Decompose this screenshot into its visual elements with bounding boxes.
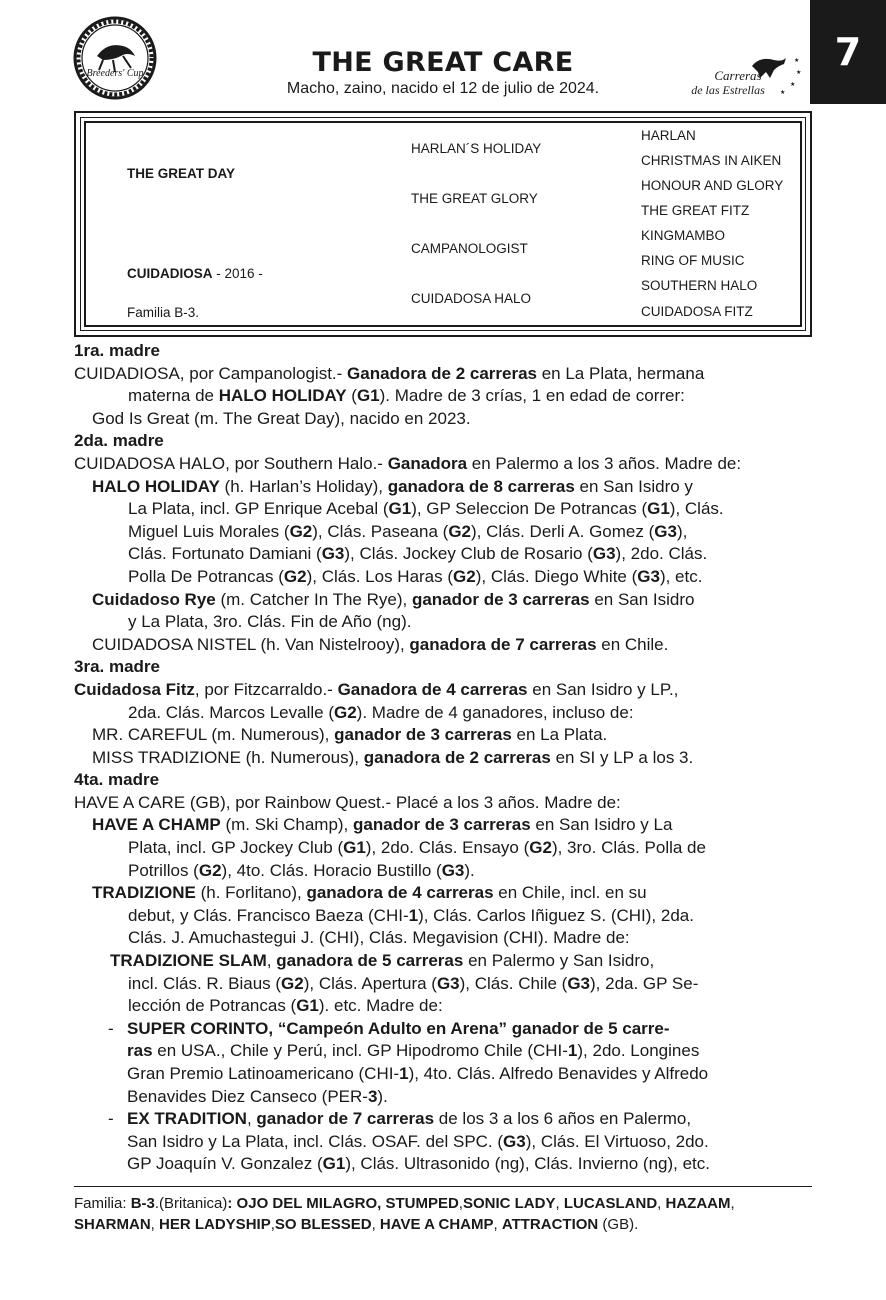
pedigree-gen3: KINGMAMBO bbox=[641, 228, 726, 243]
paragraph-line: San Isidro y La Plata, incl. Clás. OSAF. del SPC. (G3), Clás. El Virtuoso, 2do. bbox=[127, 1131, 709, 1151]
svg-text:★: ★ bbox=[794, 58, 800, 64]
paragraph-line: SUPER CORINTO, “Campeón Adulto en Arena” ganador de 5 carre- bbox=[127, 1018, 670, 1038]
paragraph-line: MISS TRADIZIONE (h. Numerous), ganadora de 2 carreras en SI y LP a los 3. bbox=[92, 747, 694, 767]
paragraph-line: ras en USA., Chile y Perú, incl. GP Hipodromo Chile (CHI-1), 2do. Longines bbox=[127, 1041, 700, 1061]
pedigree-dam: CUIDADIOSA - 2016 - bbox=[127, 266, 263, 281]
svg-text:★: ★ bbox=[780, 90, 786, 96]
list-dash: - bbox=[108, 1018, 114, 1038]
logo-text: Breeders' Cup bbox=[86, 68, 144, 79]
paragraph-line: HAVE A CHAMP (m. Ski Champ), ganador de 3 carreras en San Isidro y La bbox=[92, 815, 673, 835]
paragraph-line: materna de HALO HOLIDAY (G1). Madre de 3 crías, 1 en edad de correr: bbox=[128, 386, 685, 406]
paragraph-line: Gran Premio Latinoamericano (CHI-1), 4to. Clás. Alfredo Benavides y Alfredo bbox=[127, 1064, 709, 1083]
section-heading-4ta-madre: 4ta. madre bbox=[74, 770, 160, 790]
pedigree-gen3: SOUTHERN HALO bbox=[641, 278, 758, 293]
pedigree-gen3: THE GREAT FITZ bbox=[641, 203, 750, 218]
paragraph-line: Plata, incl. GP Jockey Club (G1), 2do. Clás. Ensayo (G2), 3ro. Clás. Polla de bbox=[128, 838, 706, 858]
paragraph-line: lección de Potrancas (G1). etc. Madre de: bbox=[128, 996, 443, 1016]
paragraph-line: Polla De Potrancas (G2), Clás. Los Haras (G2), Clás. Diego White (G3), etc. bbox=[128, 566, 703, 586]
paragraph-line: GP Joaquín V. Gonzalez (G1), Clás. Ultrasonido (ng), Clás. Invierno (ng), etc. bbox=[127, 1154, 710, 1174]
list-dash: - bbox=[108, 1109, 114, 1129]
paragraph-line: MR. CAREFUL (m. Numerous), ganador de 3 carreras en La Plata. bbox=[92, 725, 608, 745]
logo-line1: Carreras bbox=[714, 68, 762, 83]
paragraph-line: EX TRADITION, ganador de 7 carreras de los 3 a los 6 años en Palermo, bbox=[127, 1109, 692, 1129]
paragraph-line: La Plata, incl. GP Enrique Acebal (G1), GP Seleccion De Potrancas (G1), Clás. bbox=[128, 499, 724, 519]
section-heading-3ra-madre: 3ra. madre bbox=[74, 657, 160, 677]
pedigree-gen2: HARLAN´S HOLIDAY bbox=[411, 141, 542, 156]
paragraph-line: CUIDADIOSA, por Campanologist.- Ganadora de 2 carreras en La Plata, hermana bbox=[74, 363, 705, 383]
paragraph-line: Potrillos (G2), 4to. Clás. Horacio Bustillo (G3). bbox=[128, 860, 475, 880]
family-footer: Familia: B-3.(Britanica): OJO DEL MILAGRO, STUMPED,SONIC LADY, LUCASLAND, HAZAAM, SHARMAN, HER LADYSHIP,SO BLESSED, HAVE A CHAMP, ATTRACTION (GB). bbox=[74, 1195, 735, 1233]
pedigree-gen2: THE GREAT GLORY bbox=[411, 191, 538, 206]
logo-line2: de las Estrellas bbox=[691, 83, 765, 97]
paragraph-line: Clás. J. Amuchastegui J. (CHI), Clás. Megavision (CHI). Madre de: bbox=[128, 928, 630, 948]
pedigree-family: Familia B-3. bbox=[127, 305, 200, 320]
page-title: THE GREAT CARE bbox=[312, 47, 574, 78]
paragraph-line: y La Plata, 3ro. Clás. Fin de Año (ng). bbox=[128, 612, 412, 632]
paragraph-line: CUIDADOSA HALO, por Southern Halo.- Ganadora en Palermo a los 3 años. Madre de: bbox=[74, 453, 742, 473]
page-subtitle: Macho, zaino, nacido el 12 de julio de 2024. bbox=[286, 80, 600, 97]
section-heading-1ra-madre: 1ra. madre bbox=[74, 341, 160, 360]
pedigree-gen3: RING OF MUSIC bbox=[641, 253, 745, 268]
page-number: 7 bbox=[834, 30, 862, 74]
paragraph-line: Miguel Luis Morales (G2), Clás. Paseana (G2), Clás. Derli A. Gomez (G3), bbox=[128, 521, 688, 541]
paragraph-line: God Is Great (m. The Great Day), nacido en 2023. bbox=[92, 408, 471, 428]
svg-text:★: ★ bbox=[790, 82, 796, 88]
list-item bbox=[74, 1108, 814, 1176]
paragraph-line: 2da. Clás. Marcos Levalle (G2). Madre de 4 ganadores, incluso de: bbox=[128, 702, 634, 722]
paragraph-line: Clás. Fortunato Damiani (G3), Clás. Jockey Club de Rosario (G3), 2do. Clás. bbox=[128, 544, 708, 564]
paragraph-line: HALO HOLIDAY (h. Harlan’s Holiday), ganadora de 8 carreras en San Isidro y bbox=[92, 476, 693, 496]
family-notes bbox=[74, 340, 814, 1176]
paragraph-line: HAVE A CARE (GB), por Rainbow Quest.- Placé a los 3 años. Madre de: bbox=[74, 792, 621, 812]
pedigree-gen3: HONOUR AND GLORY bbox=[641, 178, 784, 193]
pedigree-gen2: CUIDADOSA HALO bbox=[411, 291, 532, 306]
pedigree-gen3: HARLAN bbox=[641, 128, 696, 143]
carreras-de-las-estrellas-logo bbox=[690, 52, 802, 100]
section-heading-2da-madre: 2da. madre bbox=[74, 431, 164, 451]
pedigree-gen3: CHRISTMAS IN AIKEN bbox=[641, 153, 782, 168]
paragraph-line: incl. Clás. R. Biaus (G2), Clás. Apertura (G3), Clás. Chile (G3), 2da. GP Se- bbox=[128, 973, 699, 993]
paragraph-line: TRADIZIONE SLAM, ganadora de 5 carreras en Palermo y San Isidro, bbox=[110, 951, 655, 971]
footer-divider bbox=[74, 1186, 812, 1187]
paragraph-line: Cuidadosa Fitz, por Fitzcarraldo.- Ganadora de 4 carreras en San Isidro y LP., bbox=[74, 679, 679, 699]
paragraph-line: Benavides Diez Canseco (PER-3). bbox=[127, 1086, 388, 1106]
pedigree-sire: THE GREAT DAY bbox=[127, 166, 236, 181]
paragraph-line: TRADIZIONE (h. Forlitano), ganadora de 4 carreras en Chile, incl. en su bbox=[92, 883, 647, 903]
pedigree-gen2: CAMPANOLOGIST bbox=[411, 241, 528, 256]
list-item bbox=[74, 1018, 814, 1108]
paragraph-line: Cuidadoso Rye (m. Catcher In The Rye), ganador de 3 carreras en San Isidro bbox=[92, 589, 695, 609]
pedigree-gen3: CUIDADOSA FITZ bbox=[641, 304, 753, 319]
paragraph-line: CUIDADOSA NISTEL (h. Van Nistelrooy), ganadora de 7 carreras en Chile. bbox=[92, 634, 669, 654]
paragraph-line: debut, y Clás. Francisco Baeza (CHI-1), Clás. Carlos Iñiguez S. (CHI), 2da. bbox=[128, 905, 694, 925]
svg-text:★: ★ bbox=[796, 70, 802, 76]
